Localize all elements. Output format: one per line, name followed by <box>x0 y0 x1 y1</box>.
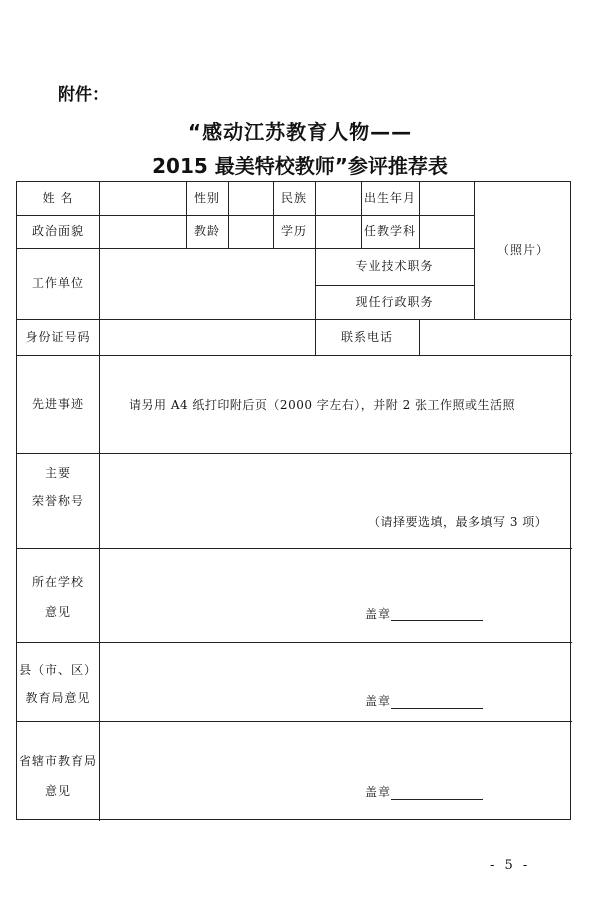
school-opinion-line1: 所在学校 <box>31 574 84 589</box>
teaching-years-label: 教龄 <box>193 224 220 239</box>
page-number: - 5 - <box>490 858 531 873</box>
row-divider <box>17 642 572 643</box>
school-seal-line <box>391 620 483 621</box>
school-seal-label: 盖章 <box>365 607 392 621</box>
col-divider <box>419 319 420 355</box>
work-unit-label: 工作单位 <box>31 276 84 291</box>
photo-placeholder: （照片） <box>496 243 549 258</box>
admin-position-label: 现任行政职务 <box>355 294 434 309</box>
education-label: 学历 <box>280 224 307 239</box>
row-divider <box>17 721 572 722</box>
deeds-label: 先进事迹 <box>31 396 84 411</box>
phone-label: 联系电话 <box>340 329 393 344</box>
col-divider <box>419 182 420 248</box>
col-divider <box>228 182 229 248</box>
honors-label-line1: 主要 <box>44 465 71 480</box>
county-opinion-line1: 县（市、区） <box>18 662 97 677</box>
form-title-line2: 2015 最美特校教师”参评推荐表 <box>152 154 448 178</box>
row-divider <box>17 453 572 454</box>
subject-label: 任教学科 <box>363 224 416 239</box>
attachment-label: 附件： <box>58 85 109 105</box>
honors-note: （请择要选填，最多填写 3 项） <box>368 515 548 529</box>
city-seal-line <box>391 799 483 800</box>
id-number-label: 身份证号码 <box>25 329 91 344</box>
school-opinion-line2: 意见 <box>44 604 71 619</box>
row-divider <box>17 319 572 320</box>
county-opinion-line2: 教育局意见 <box>25 690 91 705</box>
col-divider <box>99 182 100 821</box>
city-opinion-line2: 意见 <box>44 783 71 798</box>
ethnicity-label: 民族 <box>280 191 307 206</box>
name-label: 姓 名 <box>42 191 74 206</box>
form-title-line1: “感动江苏教育人物—— <box>187 120 413 144</box>
row-divider <box>17 548 572 549</box>
professional-title-label: 专业技术职务 <box>355 259 434 274</box>
county-seal-line <box>391 708 483 709</box>
political-status-label: 政治面貌 <box>31 224 84 239</box>
county-seal-label: 盖章 <box>365 694 392 708</box>
row-divider <box>17 355 572 356</box>
birth-label: 出生年月 <box>363 191 416 206</box>
recommendation-form-table <box>16 181 571 820</box>
gender-label: 性别 <box>193 191 220 206</box>
deeds-note: 请另用 A4 纸打印附后页（2000 字左右），并附 2 张工作照或生活照 <box>129 398 516 412</box>
honors-label-line2: 荣誉称号 <box>31 493 84 508</box>
city-opinion-line1: 省辖市教育局 <box>18 753 97 768</box>
city-seal-label: 盖章 <box>365 785 392 799</box>
